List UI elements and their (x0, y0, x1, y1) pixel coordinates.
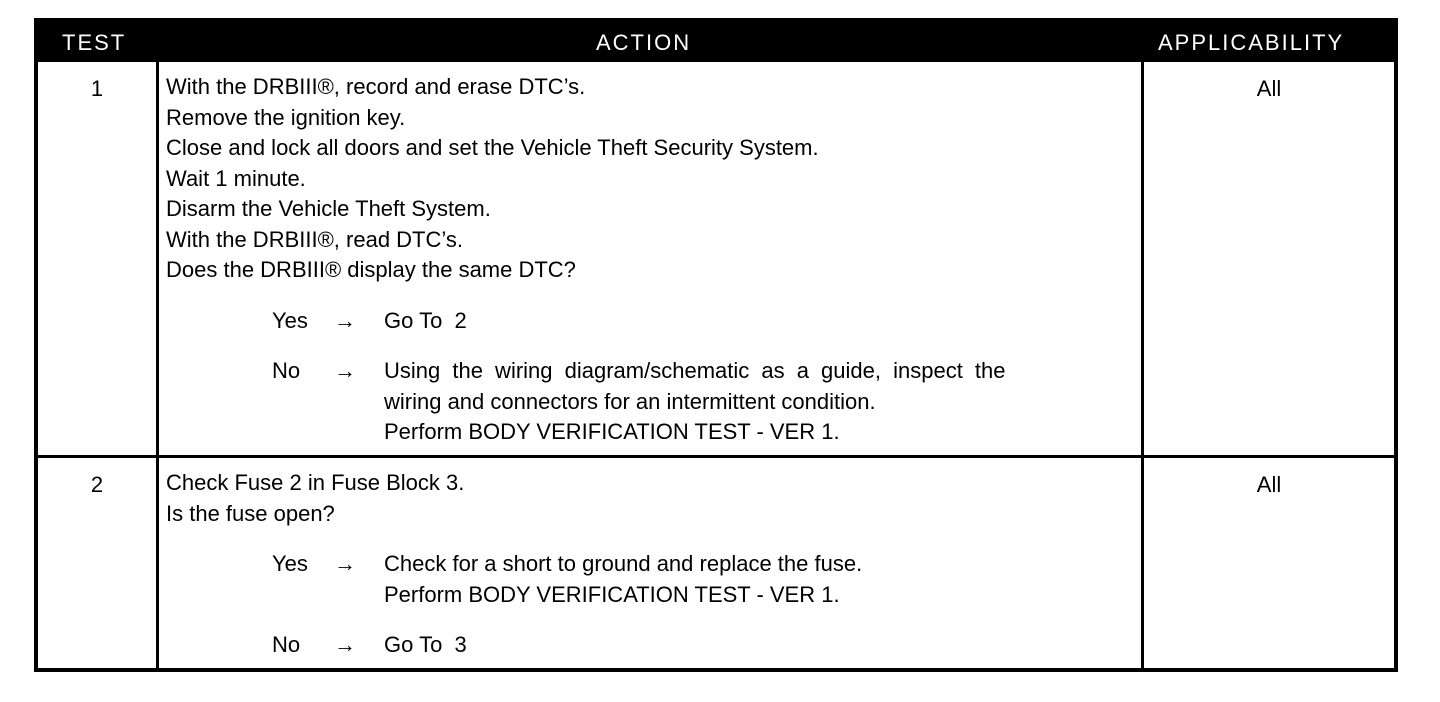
action-cell (166, 468, 1138, 661)
test-number: 1 (90, 76, 104, 101)
column-divider-action (1141, 62, 1144, 668)
arrow-right-icon: → (334, 358, 356, 383)
branch-answer: No (272, 632, 301, 657)
branch-result: Perform BODY VERIFICATION TEST - VER 1. (384, 581, 840, 607)
test-number: 2 (90, 472, 104, 497)
branch-yes (166, 306, 1138, 337)
branch-result: Go To 2 (384, 307, 467, 333)
action-step: Disarm the Vehicle Theft System. (166, 196, 491, 221)
row-divider (38, 455, 1394, 458)
table-header (38, 22, 1394, 62)
branch-no (166, 356, 1138, 448)
branch-result: Check for a short to ground and replace the fuse. (384, 551, 863, 576)
arrow-right-icon: → (334, 632, 356, 657)
action-step: Does the DRBIII® display the same DTC? (166, 257, 576, 282)
branch-result: Go To 3 (384, 632, 467, 657)
branch-yes (166, 549, 1138, 610)
action-step: Wait 1 minute. (166, 165, 306, 191)
arrow-right-icon: → (334, 307, 356, 333)
column-divider-test (156, 62, 159, 668)
branch-no (166, 630, 1138, 661)
action-step: Close and lock all doors and set the Vehicle Theft Security System. (166, 135, 819, 160)
action-step: Is the fuse open? (166, 500, 335, 526)
header-action: ACTION (596, 30, 692, 55)
action-cell (166, 72, 1138, 448)
header-applicability: APPLICABILITY (1158, 30, 1345, 55)
action-step: With the DRBIII®, read DTC’s. (166, 226, 463, 252)
branch-answer: Yes (272, 551, 308, 576)
header-test: TEST (62, 30, 127, 55)
branch-result: wiring and connectors for an intermittent condition. (384, 388, 876, 414)
branch-result: Perform BODY VERIFICATION TEST - VER 1. (384, 419, 840, 444)
branch-answer: No (272, 358, 301, 383)
action-step: Check Fuse 2 in Fuse Block 3. (166, 470, 465, 495)
diagnostic-test-table (34, 18, 1398, 672)
applicability-value: All (1256, 472, 1282, 497)
arrow-right-icon: → (334, 551, 356, 576)
action-step: With the DRBIII®, record and erase DTC’s. (166, 74, 586, 99)
branch-answer: Yes (272, 307, 308, 333)
applicability-value: All (1256, 76, 1282, 101)
branch-result: Using the wiring diagram/schematic as a guide, inspect the (384, 358, 1006, 383)
action-step: Remove the ignition key. (166, 104, 406, 130)
